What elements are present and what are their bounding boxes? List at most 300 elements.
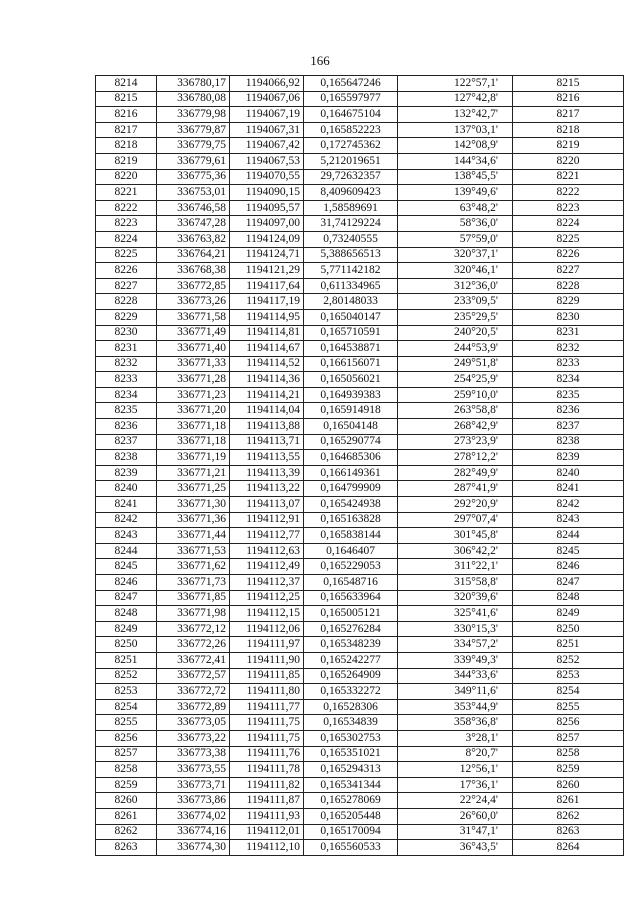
table-row (96, 107, 624, 123)
distance-cell: 0,16528306 (304, 699, 398, 715)
table-row (96, 762, 624, 778)
distance-cell: 1,58589691 (304, 200, 398, 216)
point-number-cell: 8261 (96, 808, 157, 824)
distance-cell: 0,165302753 (304, 730, 398, 746)
table-row (96, 543, 624, 559)
point-number-cell: 8230 (96, 325, 157, 341)
x-coordinate-cell: 336779,61 (157, 153, 230, 169)
direction-angle-cell: 137°03,1' (398, 122, 513, 138)
next-point-number-cell: 8251 (513, 637, 624, 653)
direction-angle-cell: 292°20,9' (398, 497, 513, 513)
distance-cell: 0,164799909 (304, 481, 398, 497)
direction-angle-cell: 17°36,1' (398, 777, 513, 793)
point-number-cell: 8235 (96, 403, 157, 419)
distance-cell: 31,74129224 (304, 216, 398, 232)
x-coordinate-cell: 336753,01 (157, 185, 230, 201)
x-coordinate-cell: 336771,21 (157, 465, 230, 481)
direction-angle-cell: 315°58,8' (398, 575, 513, 591)
table-row (96, 263, 624, 279)
x-coordinate-cell: 336772,26 (157, 637, 230, 653)
x-coordinate-cell: 336772,57 (157, 668, 230, 684)
distance-cell: 0,164675104 (304, 107, 398, 123)
direction-angle-cell: 22°24,4' (398, 793, 513, 809)
table-row (96, 200, 624, 216)
y-coordinate-cell: 1194112,01 (230, 824, 304, 840)
point-number-cell: 8215 (96, 91, 157, 107)
distance-cell: 0,165838144 (304, 528, 398, 544)
y-coordinate-cell: 1194113,39 (230, 465, 304, 481)
x-coordinate-cell: 336773,22 (157, 730, 230, 746)
table-row (96, 777, 624, 793)
point-number-cell: 8248 (96, 606, 157, 622)
table-row (96, 372, 624, 388)
direction-angle-cell: 259°10,0' (398, 387, 513, 403)
distance-cell: 0,165332272 (304, 684, 398, 700)
distance-cell: 0,165633964 (304, 590, 398, 606)
point-number-cell: 8238 (96, 450, 157, 466)
coordinates-table (95, 75, 624, 856)
table-row (96, 169, 624, 185)
point-number-cell: 8262 (96, 824, 157, 840)
distance-cell: 0,165710591 (304, 325, 398, 341)
x-coordinate-cell: 336779,75 (157, 138, 230, 154)
distance-cell: 0,165647246 (304, 76, 398, 92)
y-coordinate-cell: 1194112,49 (230, 559, 304, 575)
y-coordinate-cell: 1194112,10 (230, 840, 304, 856)
distance-cell: 0,165276284 (304, 621, 398, 637)
x-coordinate-cell: 336771,53 (157, 543, 230, 559)
y-coordinate-cell: 1194124,09 (230, 231, 304, 247)
distance-cell: 0,16504148 (304, 419, 398, 435)
next-point-number-cell: 8244 (513, 528, 624, 544)
table-row (96, 76, 624, 92)
point-number-cell: 8214 (96, 76, 157, 92)
x-coordinate-cell: 336746,58 (157, 200, 230, 216)
next-point-number-cell: 8232 (513, 341, 624, 357)
table-row (96, 840, 624, 856)
next-point-number-cell: 8252 (513, 652, 624, 668)
y-coordinate-cell: 1194112,77 (230, 528, 304, 544)
y-coordinate-cell: 1194114,95 (230, 309, 304, 325)
next-point-number-cell: 8247 (513, 575, 624, 591)
x-coordinate-cell: 336774,16 (157, 824, 230, 840)
next-point-number-cell: 8240 (513, 465, 624, 481)
point-number-cell: 8252 (96, 668, 157, 684)
point-number-cell: 8234 (96, 387, 157, 403)
y-coordinate-cell: 1194114,04 (230, 403, 304, 419)
direction-angle-cell: 312°36,0' (398, 278, 513, 294)
y-coordinate-cell: 1194111,90 (230, 652, 304, 668)
direction-angle-cell: 353°44,9' (398, 699, 513, 715)
table-row (96, 575, 624, 591)
distance-cell: 0,165264909 (304, 668, 398, 684)
distance-cell: 0,165294313 (304, 762, 398, 778)
next-point-number-cell: 8216 (513, 91, 624, 107)
y-coordinate-cell: 1194111,87 (230, 793, 304, 809)
next-point-number-cell: 8246 (513, 559, 624, 575)
y-coordinate-cell: 1194070,55 (230, 169, 304, 185)
direction-angle-cell: 3°28,1' (398, 730, 513, 746)
distance-cell: 0,172745362 (304, 138, 398, 154)
direction-angle-cell: 344°33,6' (398, 668, 513, 684)
point-number-cell: 8229 (96, 309, 157, 325)
x-coordinate-cell: 336772,41 (157, 652, 230, 668)
table-row (96, 138, 624, 154)
direction-angle-cell: 63°48,2' (398, 200, 513, 216)
table-row (96, 637, 624, 653)
next-point-number-cell: 8236 (513, 403, 624, 419)
direction-angle-cell: 122°57,1' (398, 76, 513, 92)
next-point-number-cell: 8224 (513, 216, 624, 232)
point-number-cell: 8227 (96, 278, 157, 294)
next-point-number-cell: 8221 (513, 169, 624, 185)
table-row (96, 294, 624, 310)
y-coordinate-cell: 1194111,75 (230, 715, 304, 731)
direction-angle-cell: 273°23,9' (398, 434, 513, 450)
y-coordinate-cell: 1194111,77 (230, 699, 304, 715)
distance-cell: 0,164538871 (304, 341, 398, 357)
distance-cell: 0,165205448 (304, 808, 398, 824)
y-coordinate-cell: 1194121,29 (230, 263, 304, 279)
table-row (96, 216, 624, 232)
y-coordinate-cell: 1194113,88 (230, 419, 304, 435)
table-row (96, 356, 624, 372)
y-coordinate-cell: 1194111,93 (230, 808, 304, 824)
x-coordinate-cell: 336771,20 (157, 403, 230, 419)
y-coordinate-cell: 1194111,80 (230, 684, 304, 700)
point-number-cell: 8254 (96, 699, 157, 715)
distance-cell: 0,165242277 (304, 652, 398, 668)
next-point-number-cell: 8262 (513, 808, 624, 824)
point-number-cell: 8242 (96, 512, 157, 528)
distance-cell: 2,80148033 (304, 294, 398, 310)
point-number-cell: 8244 (96, 543, 157, 559)
next-point-number-cell: 8233 (513, 356, 624, 372)
direction-angle-cell: 8°20,7' (398, 746, 513, 762)
direction-angle-cell: 244°53,9' (398, 341, 513, 357)
x-coordinate-cell: 336771,44 (157, 528, 230, 544)
x-coordinate-cell: 336771,98 (157, 606, 230, 622)
y-coordinate-cell: 1194112,25 (230, 590, 304, 606)
y-coordinate-cell: 1194111,85 (230, 668, 304, 684)
next-point-number-cell: 8226 (513, 247, 624, 263)
next-point-number-cell: 8227 (513, 263, 624, 279)
table-row (96, 341, 624, 357)
next-point-number-cell: 8218 (513, 122, 624, 138)
next-point-number-cell: 8245 (513, 543, 624, 559)
distance-cell: 5,212019651 (304, 153, 398, 169)
y-coordinate-cell: 1194111,76 (230, 746, 304, 762)
x-coordinate-cell: 336775,36 (157, 169, 230, 185)
direction-angle-cell: 339°49,3' (398, 652, 513, 668)
y-coordinate-cell: 1194114,67 (230, 341, 304, 357)
next-point-number-cell: 8230 (513, 309, 624, 325)
next-point-number-cell: 8248 (513, 590, 624, 606)
x-coordinate-cell: 336773,86 (157, 793, 230, 809)
direction-angle-cell: 311°22,1' (398, 559, 513, 575)
y-coordinate-cell: 1194111,82 (230, 777, 304, 793)
point-number-cell: 8247 (96, 590, 157, 606)
point-number-cell: 8223 (96, 216, 157, 232)
point-number-cell: 8225 (96, 247, 157, 263)
next-point-number-cell: 8234 (513, 372, 624, 388)
x-coordinate-cell: 336772,72 (157, 684, 230, 700)
distance-cell: 0,16534839 (304, 715, 398, 731)
next-point-number-cell: 8257 (513, 730, 624, 746)
next-point-number-cell: 8237 (513, 419, 624, 435)
x-coordinate-cell: 336779,98 (157, 107, 230, 123)
direction-angle-cell: 282°49,9' (398, 465, 513, 481)
x-coordinate-cell: 336771,18 (157, 434, 230, 450)
direction-angle-cell: 36°43,5' (398, 840, 513, 856)
y-coordinate-cell: 1194113,07 (230, 497, 304, 513)
distance-cell: 5,771142182 (304, 263, 398, 279)
direction-angle-cell: 139°49,6' (398, 185, 513, 201)
direction-angle-cell: 320°46,1' (398, 263, 513, 279)
x-coordinate-cell: 336771,58 (157, 309, 230, 325)
table-row (96, 387, 624, 403)
point-number-cell: 8256 (96, 730, 157, 746)
x-coordinate-cell: 336768,38 (157, 263, 230, 279)
next-point-number-cell: 8223 (513, 200, 624, 216)
y-coordinate-cell: 1194113,22 (230, 481, 304, 497)
x-coordinate-cell: 336771,73 (157, 575, 230, 591)
page-number: 166 (310, 53, 330, 68)
direction-angle-cell: 334°57,2' (398, 637, 513, 653)
direction-angle-cell: 58°36,0' (398, 216, 513, 232)
direction-angle-cell: 278°12,2' (398, 450, 513, 466)
x-coordinate-cell: 336771,18 (157, 419, 230, 435)
table-row (96, 652, 624, 668)
point-number-cell: 8239 (96, 465, 157, 481)
y-coordinate-cell: 1194111,97 (230, 637, 304, 653)
y-coordinate-cell: 1194117,19 (230, 294, 304, 310)
distance-cell: 0,166156071 (304, 356, 398, 372)
x-coordinate-cell: 336771,30 (157, 497, 230, 513)
table-row (96, 247, 624, 263)
distance-cell: 0,165597977 (304, 91, 398, 107)
x-coordinate-cell: 336771,25 (157, 481, 230, 497)
y-coordinate-cell: 1194112,37 (230, 575, 304, 591)
direction-angle-cell: 31°47,1' (398, 824, 513, 840)
table-row (96, 278, 624, 294)
table-row (96, 309, 624, 325)
next-point-number-cell: 8255 (513, 699, 624, 715)
x-coordinate-cell: 336780,08 (157, 91, 230, 107)
distance-cell: 0,165341344 (304, 777, 398, 793)
point-number-cell: 8255 (96, 715, 157, 731)
table-row (96, 793, 624, 809)
direction-angle-cell: 240°20,5' (398, 325, 513, 341)
y-coordinate-cell: 1194112,91 (230, 512, 304, 528)
direction-angle-cell: 263°58,8' (398, 403, 513, 419)
x-coordinate-cell: 336773,55 (157, 762, 230, 778)
direction-angle-cell: 358°36,8' (398, 715, 513, 731)
next-point-number-cell: 8261 (513, 793, 624, 809)
next-point-number-cell: 8215 (513, 76, 624, 92)
direction-angle-cell: 320°39,6' (398, 590, 513, 606)
next-point-number-cell: 8250 (513, 621, 624, 637)
table-row (96, 434, 624, 450)
point-number-cell: 8258 (96, 762, 157, 778)
direction-angle-cell: 26°60,0' (398, 808, 513, 824)
direction-angle-cell: 301°45,8' (398, 528, 513, 544)
point-number-cell: 8263 (96, 840, 157, 856)
point-number-cell: 8253 (96, 684, 157, 700)
x-coordinate-cell: 336771,49 (157, 325, 230, 341)
x-coordinate-cell: 336773,26 (157, 294, 230, 310)
direction-angle-cell: 249°51,8' (398, 356, 513, 372)
table-row (96, 497, 624, 513)
next-point-number-cell: 8249 (513, 606, 624, 622)
coordinates-table-body (96, 76, 624, 856)
distance-cell: 0,165229053 (304, 559, 398, 575)
direction-angle-cell: 57°59,0' (398, 231, 513, 247)
table-row (96, 824, 624, 840)
y-coordinate-cell: 1194113,71 (230, 434, 304, 450)
direction-angle-cell: 132°42,7' (398, 107, 513, 123)
direction-angle-cell: 138°45,5' (398, 169, 513, 185)
direction-angle-cell: 320°37,1' (398, 247, 513, 263)
distance-cell: 0,165056021 (304, 372, 398, 388)
table-row (96, 528, 624, 544)
direction-angle-cell: 325°41,6' (398, 606, 513, 622)
table-row (96, 684, 624, 700)
distance-cell: 0,165290774 (304, 434, 398, 450)
y-coordinate-cell: 1194097,00 (230, 216, 304, 232)
direction-angle-cell: 12°56,1' (398, 762, 513, 778)
table-row (96, 153, 624, 169)
next-point-number-cell: 8256 (513, 715, 624, 731)
table-row (96, 419, 624, 435)
point-number-cell: 8251 (96, 652, 157, 668)
direction-angle-cell: 297°07,4' (398, 512, 513, 528)
table-row (96, 715, 624, 731)
next-point-number-cell: 8242 (513, 497, 624, 513)
y-coordinate-cell: 1194067,53 (230, 153, 304, 169)
distance-cell: 0,165163828 (304, 512, 398, 528)
table-row (96, 325, 624, 341)
point-number-cell: 8259 (96, 777, 157, 793)
direction-angle-cell: 127°42,8' (398, 91, 513, 107)
direction-angle-cell: 306°42,2' (398, 543, 513, 559)
table-row (96, 590, 624, 606)
next-point-number-cell: 8231 (513, 325, 624, 341)
direction-angle-cell: 254°25,9' (398, 372, 513, 388)
next-point-number-cell: 8239 (513, 450, 624, 466)
x-coordinate-cell: 336779,87 (157, 122, 230, 138)
x-coordinate-cell: 336772,12 (157, 621, 230, 637)
table-row (96, 122, 624, 138)
point-number-cell: 8232 (96, 356, 157, 372)
y-coordinate-cell: 1194114,21 (230, 387, 304, 403)
table-row (96, 668, 624, 684)
next-point-number-cell: 8253 (513, 668, 624, 684)
distance-cell: 0,165351021 (304, 746, 398, 762)
x-coordinate-cell: 336771,36 (157, 512, 230, 528)
point-number-cell: 8233 (96, 372, 157, 388)
next-point-number-cell: 8260 (513, 777, 624, 793)
direction-angle-cell: 142°08,9' (398, 138, 513, 154)
distance-cell: 0,165348239 (304, 637, 398, 653)
y-coordinate-cell: 1194067,31 (230, 122, 304, 138)
x-coordinate-cell: 336771,28 (157, 372, 230, 388)
table-row (96, 91, 624, 107)
x-coordinate-cell: 336764,21 (157, 247, 230, 263)
table-row (96, 481, 624, 497)
x-coordinate-cell: 336771,19 (157, 450, 230, 466)
point-number-cell: 8228 (96, 294, 157, 310)
distance-cell: 0,16548716 (304, 575, 398, 591)
point-number-cell: 8249 (96, 621, 157, 637)
direction-angle-cell: 268°42,9' (398, 419, 513, 435)
y-coordinate-cell: 1194111,75 (230, 730, 304, 746)
y-coordinate-cell: 1194067,42 (230, 138, 304, 154)
point-number-cell: 8231 (96, 341, 157, 357)
y-coordinate-cell: 1194095,57 (230, 200, 304, 216)
x-coordinate-cell: 336763,82 (157, 231, 230, 247)
distance-cell: 29,72632357 (304, 169, 398, 185)
next-point-number-cell: 8225 (513, 231, 624, 247)
point-number-cell: 8257 (96, 746, 157, 762)
next-point-number-cell: 8235 (513, 387, 624, 403)
x-coordinate-cell: 336773,05 (157, 715, 230, 731)
y-coordinate-cell: 1194114,81 (230, 325, 304, 341)
x-coordinate-cell: 336774,30 (157, 840, 230, 856)
distance-cell: 0,165278069 (304, 793, 398, 809)
next-point-number-cell: 8238 (513, 434, 624, 450)
y-coordinate-cell: 1194090,15 (230, 185, 304, 201)
y-coordinate-cell: 1194112,63 (230, 543, 304, 559)
table-row (96, 465, 624, 481)
distance-cell: 0,165424938 (304, 497, 398, 513)
point-number-cell: 8217 (96, 122, 157, 138)
next-point-number-cell: 8222 (513, 185, 624, 201)
point-number-cell: 8236 (96, 419, 157, 435)
next-point-number-cell: 8259 (513, 762, 624, 778)
next-point-number-cell: 8254 (513, 684, 624, 700)
distance-cell: 0,165914918 (304, 403, 398, 419)
direction-angle-cell: 235°29,5' (398, 309, 513, 325)
distance-cell: 0,166149361 (304, 465, 398, 481)
table-row (96, 185, 624, 201)
distance-cell: 0,165170094 (304, 824, 398, 840)
table-row (96, 403, 624, 419)
distance-cell: 0,164939383 (304, 387, 398, 403)
next-point-number-cell: 8241 (513, 481, 624, 497)
point-number-cell: 8224 (96, 231, 157, 247)
table-row (96, 730, 624, 746)
next-point-number-cell: 8229 (513, 294, 624, 310)
table-row (96, 606, 624, 622)
point-number-cell: 8226 (96, 263, 157, 279)
distance-cell: 0,73240555 (304, 231, 398, 247)
x-coordinate-cell: 336772,89 (157, 699, 230, 715)
x-coordinate-cell: 336774,02 (157, 808, 230, 824)
direction-angle-cell: 349°11,6' (398, 684, 513, 700)
y-coordinate-cell: 1194112,15 (230, 606, 304, 622)
direction-angle-cell: 233°09,5' (398, 294, 513, 310)
distance-cell: 0,1646407 (304, 543, 398, 559)
x-coordinate-cell: 336771,62 (157, 559, 230, 575)
y-coordinate-cell: 1194066,92 (230, 76, 304, 92)
y-coordinate-cell: 1194111,78 (230, 762, 304, 778)
y-coordinate-cell: 1194067,06 (230, 91, 304, 107)
point-number-cell: 8218 (96, 138, 157, 154)
direction-angle-cell: 287°41,9' (398, 481, 513, 497)
point-number-cell: 8240 (96, 481, 157, 497)
table-row (96, 746, 624, 762)
